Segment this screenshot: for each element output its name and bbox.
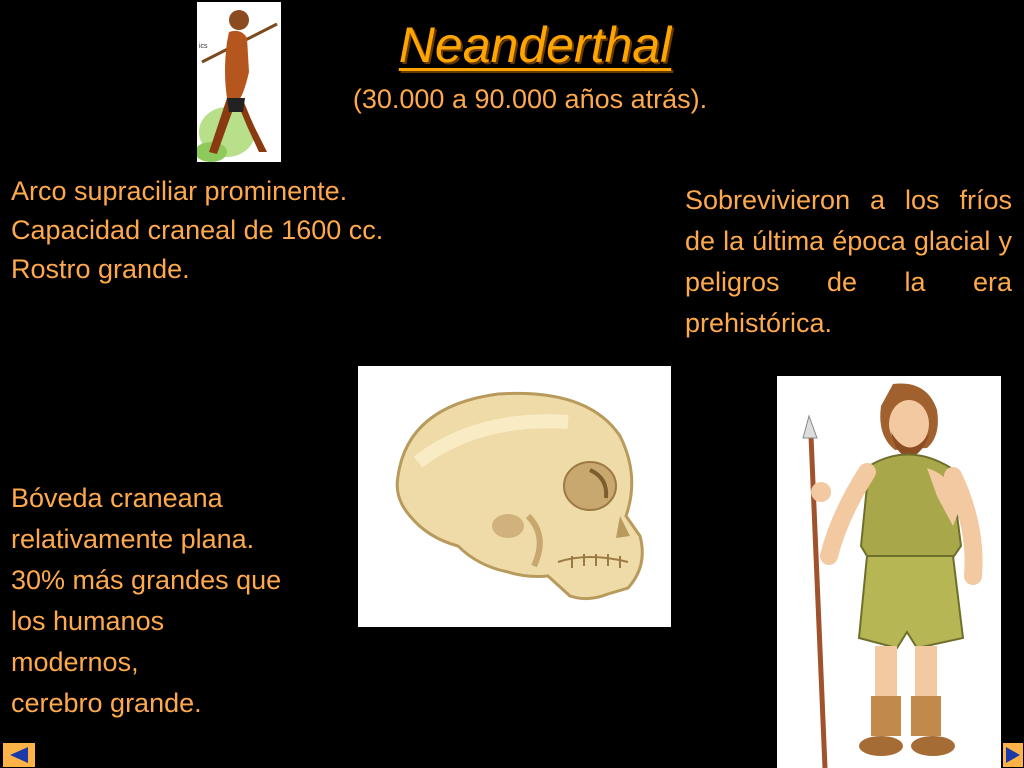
brain-text-block <box>11 478 371 724</box>
walking-neanderthal-image <box>197 2 281 162</box>
brain-line: Bóveda craneana <box>11 483 223 513</box>
skull-drawing <box>358 366 671 627</box>
traits-text-block <box>11 172 531 289</box>
trait-line: Rostro grande. <box>11 254 190 284</box>
brain-line: 30% más grandes que <box>11 565 282 595</box>
slide-title: Neanderthal <box>398 17 672 73</box>
survival-text: Sobrevivieron a los fríos de la última época glacial y peligros de la era prehistórica. <box>685 185 1012 338</box>
walking-figure-drawing <box>197 2 281 162</box>
brain-line: cerebro grande. <box>11 688 202 718</box>
brain-line: los humanos <box>11 606 165 636</box>
triangle-left-icon <box>8 746 30 764</box>
trait-line: Arco supraciliar prominente. <box>11 176 348 206</box>
trait-line: Capacidad craneal de 1600 cc. <box>11 215 384 245</box>
next-slide-button[interactable] <box>1002 742 1024 768</box>
standing-neanderthal-image <box>777 376 1001 768</box>
triangle-right-icon <box>1005 746 1021 764</box>
previous-slide-button[interactable] <box>2 742 36 768</box>
slide-subtitle: (30.000 a 90.000 años atrás). <box>352 84 708 114</box>
skull-image <box>358 366 671 627</box>
brain-line: modernos, <box>11 647 139 677</box>
standing-figure-drawing <box>777 376 1001 768</box>
brain-line: relativamente plana. <box>11 524 255 554</box>
image-caption: ics <box>199 43 208 50</box>
